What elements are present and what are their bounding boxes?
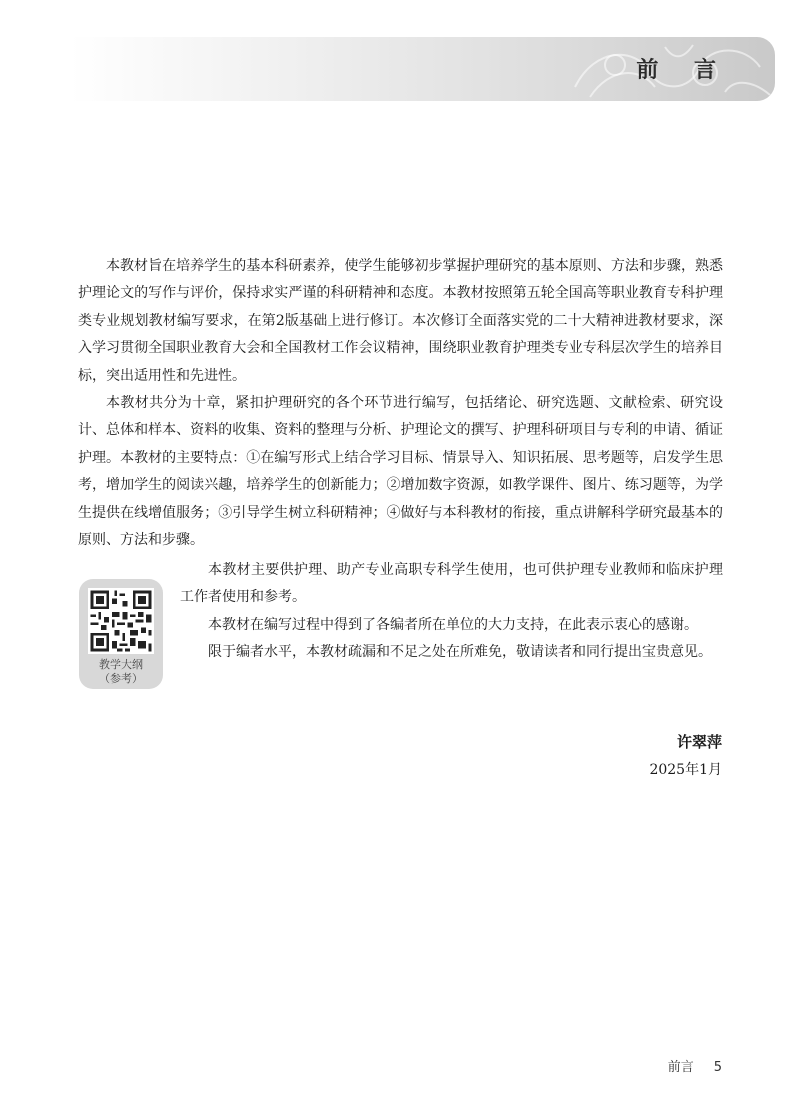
paragraph: 限于编者水平，本教材疏漏和不足之处在所难免，敬请读者和同行提出宝贵意见。 [208,644,712,661]
page-number: 5 [713,1060,722,1075]
date: 2025年1月 [649,762,722,778]
qr-label-sub: （参考） [99,672,143,685]
author-signature: 许翠萍 [676,733,722,751]
paragraph: 本教材旨在培养学生的基本科研素养，使学生能够初步掌握护理研究的基本原则、方法和步骤，熟悉护理论文的写作与评价，保持求实严谨的科研精神和态度。本教材按照第五轮全国高等职业教育专科护理类专业规划教材编写要求，在第2版基础上进行修订。本次修订全面落实党的二十大精神进教材要求，深入学习贯彻全国职业教育大会和全国教材工作会议精神，围绕职业教育护理类专业专科层次学生的培养目标，突出适用性和先进性。 [78,258,723,384]
qr-code-icon[interactable] [88,588,154,654]
preface-body [78,253,723,554]
paragraph: 本教材主要供护理、助产专业高职专科学生使用，也可供护理专业教师和临床护理工作者使用和参考。 [180,562,723,606]
preface-side-body [180,557,723,667]
paragraph: 本教材在编写过程中得到了各编者所在单位的大力支持，在此表示衷心的感谢。 [208,616,698,633]
paragraph: 本教材共分为十章，紧扣护理研究的各个环节进行编写，包括绪论、研究选题、文献检索、研究设计、总体和样本、资料的收集、资料的整理与分析、护理论文的撰写、护理科研项目与专利的申请、循证护理。本教材的主要特点：①在编写形式上结合学习目标、情景导入、知识拓展、思考题等，启发学生思考，增加学生的阅读兴趣，培养学生的创新能力；②增加数字资源，如教学课件、图片、练习题等，为学生提供在线增值服务；③引导学生树立科研精神；④做好与本科教材的衔接，重点讲解科学研究最基本的原则、方法和步骤。 [78,395,723,549]
footer-section: 前言 [667,1060,694,1075]
qr-label: 教学大纲 [99,658,143,671]
page-title: 前 言 [636,58,730,83]
page-footer [668,1056,722,1075]
qr-card[interactable] [79,579,163,689]
